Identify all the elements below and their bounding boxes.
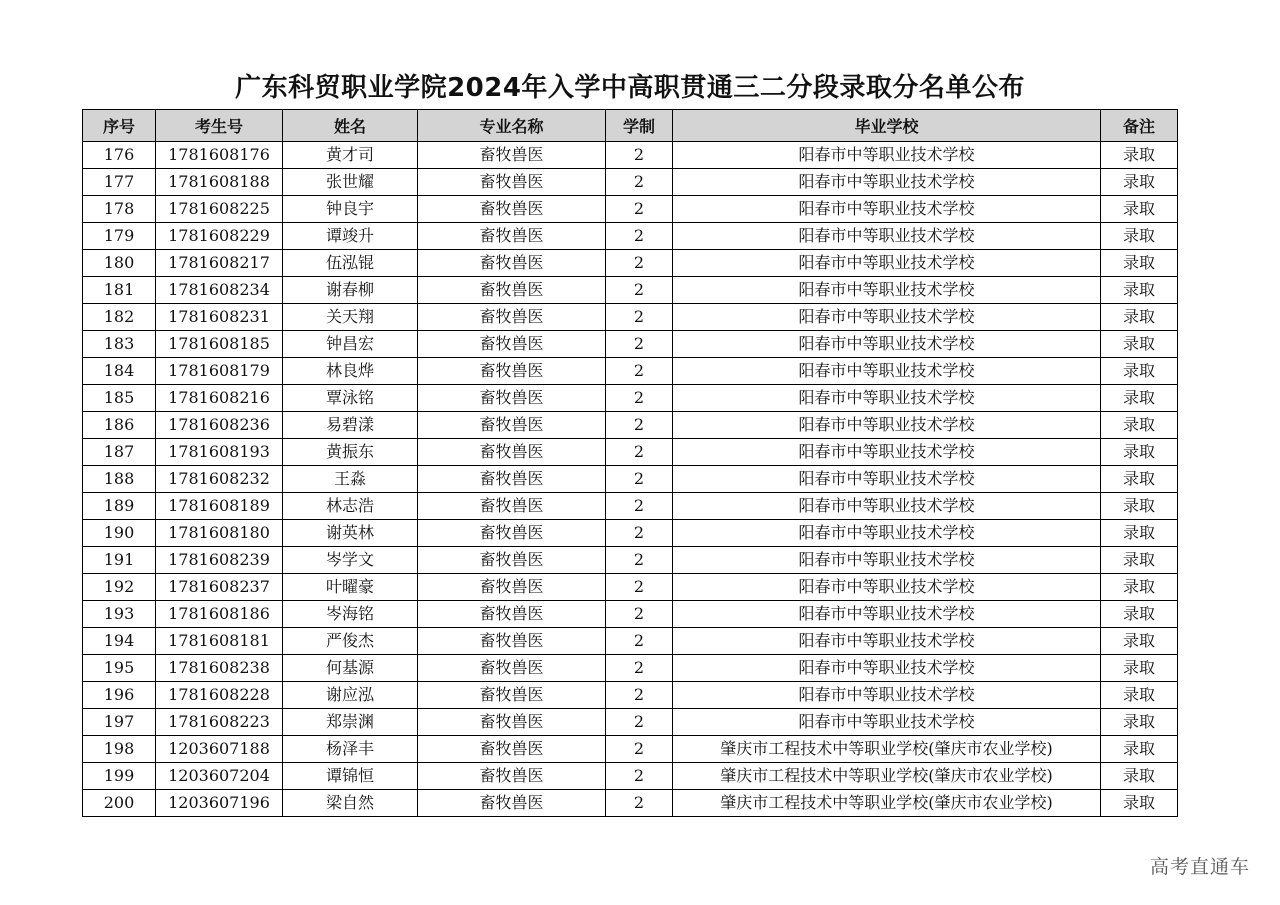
cell-major: 畜牧兽医 [418,358,606,385]
table-row [83,331,1178,358]
cell-seq: 180 [83,250,156,277]
cell-remark: 录取 [1101,628,1178,655]
table-row [83,412,1178,439]
admission-table [82,109,1178,817]
table-row [83,682,1178,709]
table-row [83,655,1178,682]
cell-duration: 2 [606,331,673,358]
cell-duration: 2 [606,196,673,223]
cell-name: 易碧漾 [283,412,418,439]
cell-school: 阳春市中等职业技术学校 [673,223,1101,250]
cell-major: 畜牧兽医 [418,763,606,790]
table-row [83,385,1178,412]
cell-school: 阳春市中等职业技术学校 [673,574,1101,601]
cell-school: 阳春市中等职业技术学校 [673,466,1101,493]
cell-major: 畜牧兽医 [418,466,606,493]
header-remark: 备注 [1101,110,1178,142]
cell-remark: 录取 [1101,709,1178,736]
cell-seq: 185 [83,385,156,412]
cell-remark: 录取 [1101,655,1178,682]
cell-school: 阳春市中等职业技术学校 [673,358,1101,385]
cell-school: 阳春市中等职业技术学校 [673,385,1101,412]
cell-duration: 2 [606,790,673,817]
cell-name: 林良烨 [283,358,418,385]
cell-name: 岑海铭 [283,601,418,628]
cell-exam-no: 1781608239 [156,547,283,574]
cell-seq: 199 [83,763,156,790]
table-row [83,547,1178,574]
cell-name: 谭竣升 [283,223,418,250]
cell-exam-no: 1781608188 [156,169,283,196]
cell-name: 黄振东 [283,439,418,466]
cell-seq: 181 [83,277,156,304]
cell-major: 畜牧兽医 [418,628,606,655]
table-row [83,520,1178,547]
cell-remark: 录取 [1101,385,1178,412]
cell-exam-no: 1781608186 [156,601,283,628]
cell-name: 黄才司 [283,142,418,169]
cell-name: 杨泽丰 [283,736,418,763]
cell-remark: 录取 [1101,250,1178,277]
cell-school: 阳春市中等职业技术学校 [673,682,1101,709]
cell-remark: 录取 [1101,790,1178,817]
cell-seq: 176 [83,142,156,169]
cell-major: 畜牧兽医 [418,520,606,547]
cell-school: 阳春市中等职业技术学校 [673,412,1101,439]
cell-major: 畜牧兽医 [418,790,606,817]
cell-seq: 195 [83,655,156,682]
cell-remark: 录取 [1101,736,1178,763]
table-row [83,574,1178,601]
cell-remark: 录取 [1101,277,1178,304]
table-row [83,277,1178,304]
table-row [83,736,1178,763]
cell-school: 阳春市中等职业技术学校 [673,547,1101,574]
table-row [83,250,1178,277]
table-row [83,709,1178,736]
cell-major: 畜牧兽医 [418,277,606,304]
cell-name: 郑崇渊 [283,709,418,736]
cell-school: 阳春市中等职业技术学校 [673,655,1101,682]
header-major: 专业名称 [418,110,606,142]
header-exam-no: 考生号 [156,110,283,142]
cell-school: 阳春市中等职业技术学校 [673,304,1101,331]
table-row [83,196,1178,223]
cell-major: 畜牧兽医 [418,250,606,277]
table-row [83,439,1178,466]
cell-major: 畜牧兽医 [418,736,606,763]
cell-name: 谭锦恒 [283,763,418,790]
cell-seq: 192 [83,574,156,601]
cell-exam-no: 1781608229 [156,223,283,250]
cell-duration: 2 [606,358,673,385]
cell-exam-no: 1203607204 [156,763,283,790]
cell-seq: 189 [83,493,156,520]
cell-major: 畜牧兽医 [418,682,606,709]
cell-exam-no: 1203607188 [156,736,283,763]
cell-seq: 182 [83,304,156,331]
cell-duration: 2 [606,601,673,628]
cell-seq: 184 [83,358,156,385]
cell-remark: 录取 [1101,574,1178,601]
cell-remark: 录取 [1101,412,1178,439]
cell-major: 畜牧兽医 [418,601,606,628]
cell-name: 谢应泓 [283,682,418,709]
cell-name: 钟良宇 [283,196,418,223]
cell-seq: 197 [83,709,156,736]
cell-school: 阳春市中等职业技术学校 [673,709,1101,736]
cell-school: 肇庆市工程技术中等职业学校(肇庆市农业学校) [673,790,1101,817]
cell-major: 畜牧兽医 [418,412,606,439]
cell-school: 阳春市中等职业技术学校 [673,277,1101,304]
table-row [83,358,1178,385]
cell-exam-no: 1781608236 [156,412,283,439]
cell-remark: 录取 [1101,547,1178,574]
cell-remark: 录取 [1101,331,1178,358]
cell-duration: 2 [606,763,673,790]
cell-duration: 2 [606,736,673,763]
cell-name: 伍泓锟 [283,250,418,277]
cell-remark: 录取 [1101,142,1178,169]
cell-remark: 录取 [1101,520,1178,547]
cell-duration: 2 [606,412,673,439]
table-row [83,790,1178,817]
cell-school: 肇庆市工程技术中等职业学校(肇庆市农业学校) [673,736,1101,763]
cell-school: 阳春市中等职业技术学校 [673,493,1101,520]
cell-name: 张世耀 [283,169,418,196]
cell-seq: 183 [83,331,156,358]
cell-major: 畜牧兽医 [418,196,606,223]
table-row [83,628,1178,655]
cell-school: 阳春市中等职业技术学校 [673,331,1101,358]
cell-duration: 2 [606,574,673,601]
cell-school: 阳春市中等职业技术学校 [673,169,1101,196]
cell-seq: 200 [83,790,156,817]
cell-major: 畜牧兽医 [418,169,606,196]
cell-exam-no: 1781608225 [156,196,283,223]
cell-duration: 2 [606,709,673,736]
cell-remark: 录取 [1101,466,1178,493]
cell-seq: 194 [83,628,156,655]
cell-school: 阳春市中等职业技术学校 [673,628,1101,655]
cell-school: 阳春市中等职业技术学校 [673,520,1101,547]
cell-exam-no: 1781608179 [156,358,283,385]
cell-school: 阳春市中等职业技术学校 [673,250,1101,277]
cell-exam-no: 1781608217 [156,250,283,277]
cell-exam-no: 1781608193 [156,439,283,466]
cell-seq: 190 [83,520,156,547]
table-row [83,304,1178,331]
cell-duration: 2 [606,385,673,412]
cell-school: 肇庆市工程技术中等职业学校(肇庆市农业学校) [673,763,1101,790]
table-row [83,466,1178,493]
cell-remark: 录取 [1101,304,1178,331]
table-row [83,763,1178,790]
table-row [83,493,1178,520]
cell-major: 畜牧兽医 [418,223,606,250]
header-school: 毕业学校 [673,110,1101,142]
cell-exam-no: 1781608238 [156,655,283,682]
cell-seq: 193 [83,601,156,628]
cell-duration: 2 [606,520,673,547]
cell-remark: 录取 [1101,196,1178,223]
cell-school: 阳春市中等职业技术学校 [673,439,1101,466]
cell-duration: 2 [606,142,673,169]
cell-seq: 178 [83,196,156,223]
cell-major: 畜牧兽医 [418,385,606,412]
cell-name: 覃泳铭 [283,385,418,412]
cell-exam-no: 1781608232 [156,466,283,493]
cell-major: 畜牧兽医 [418,709,606,736]
cell-seq: 198 [83,736,156,763]
cell-duration: 2 [606,547,673,574]
cell-school: 阳春市中等职业技术学校 [673,601,1101,628]
cell-major: 畜牧兽医 [418,142,606,169]
watermark-text: 高考直通车 [1149,856,1250,878]
cell-remark: 录取 [1101,493,1178,520]
cell-exam-no: 1781608237 [156,574,283,601]
cell-name: 梁自然 [283,790,418,817]
table-row [83,142,1178,169]
cell-duration: 2 [606,466,673,493]
cell-remark: 录取 [1101,682,1178,709]
cell-exam-no: 1781608189 [156,493,283,520]
cell-duration: 2 [606,682,673,709]
cell-major: 畜牧兽医 [418,304,606,331]
cell-duration: 2 [606,223,673,250]
document-title: 广东科贸职业学院2024年入学中高职贯通三二分段录取分名单公布 [235,73,1025,103]
cell-seq: 191 [83,547,156,574]
cell-name: 严俊杰 [283,628,418,655]
cell-school: 阳春市中等职业技术学校 [673,196,1101,223]
cell-name: 王淼 [283,466,418,493]
cell-duration: 2 [606,439,673,466]
cell-remark: 录取 [1101,169,1178,196]
cell-major: 畜牧兽医 [418,574,606,601]
cell-seq: 187 [83,439,156,466]
cell-duration: 2 [606,655,673,682]
cell-remark: 录取 [1101,763,1178,790]
table-row [83,169,1178,196]
cell-duration: 2 [606,628,673,655]
cell-seq: 186 [83,412,156,439]
table-row [83,223,1178,250]
cell-exam-no: 1781608234 [156,277,283,304]
cell-major: 畜牧兽医 [418,547,606,574]
cell-exam-no: 1781608223 [156,709,283,736]
cell-remark: 录取 [1101,601,1178,628]
cell-seq: 177 [83,169,156,196]
cell-exam-no: 1781608185 [156,331,283,358]
cell-duration: 2 [606,493,673,520]
cell-exam-no: 1781608176 [156,142,283,169]
cell-duration: 2 [606,277,673,304]
header-name: 姓名 [283,110,418,142]
cell-duration: 2 [606,250,673,277]
cell-name: 谢春柳 [283,277,418,304]
cell-name: 叶曜豪 [283,574,418,601]
cell-major: 畜牧兽医 [418,493,606,520]
cell-major: 畜牧兽医 [418,655,606,682]
cell-name: 谢英林 [283,520,418,547]
cell-remark: 录取 [1101,439,1178,466]
header-duration: 学制 [606,110,673,142]
cell-seq: 179 [83,223,156,250]
cell-exam-no: 1203607196 [156,790,283,817]
cell-school: 阳春市中等职业技术学校 [673,142,1101,169]
cell-name: 何基源 [283,655,418,682]
header-seq: 序号 [83,110,156,142]
cell-major: 畜牧兽医 [418,439,606,466]
cell-exam-no: 1781608231 [156,304,283,331]
table-row [83,601,1178,628]
cell-seq: 188 [83,466,156,493]
cell-exam-no: 1781608180 [156,520,283,547]
cell-name: 岑学文 [283,547,418,574]
cell-remark: 录取 [1101,223,1178,250]
table-body [83,142,1178,817]
cell-name: 林志浩 [283,493,418,520]
cell-duration: 2 [606,304,673,331]
cell-remark: 录取 [1101,358,1178,385]
cell-major: 畜牧兽医 [418,331,606,358]
cell-name: 关天翔 [283,304,418,331]
cell-exam-no: 1781608216 [156,385,283,412]
cell-seq: 196 [83,682,156,709]
cell-exam-no: 1781608181 [156,628,283,655]
cell-name: 钟昌宏 [283,331,418,358]
cell-duration: 2 [606,169,673,196]
table-header-row [83,110,1178,142]
cell-exam-no: 1781608228 [156,682,283,709]
